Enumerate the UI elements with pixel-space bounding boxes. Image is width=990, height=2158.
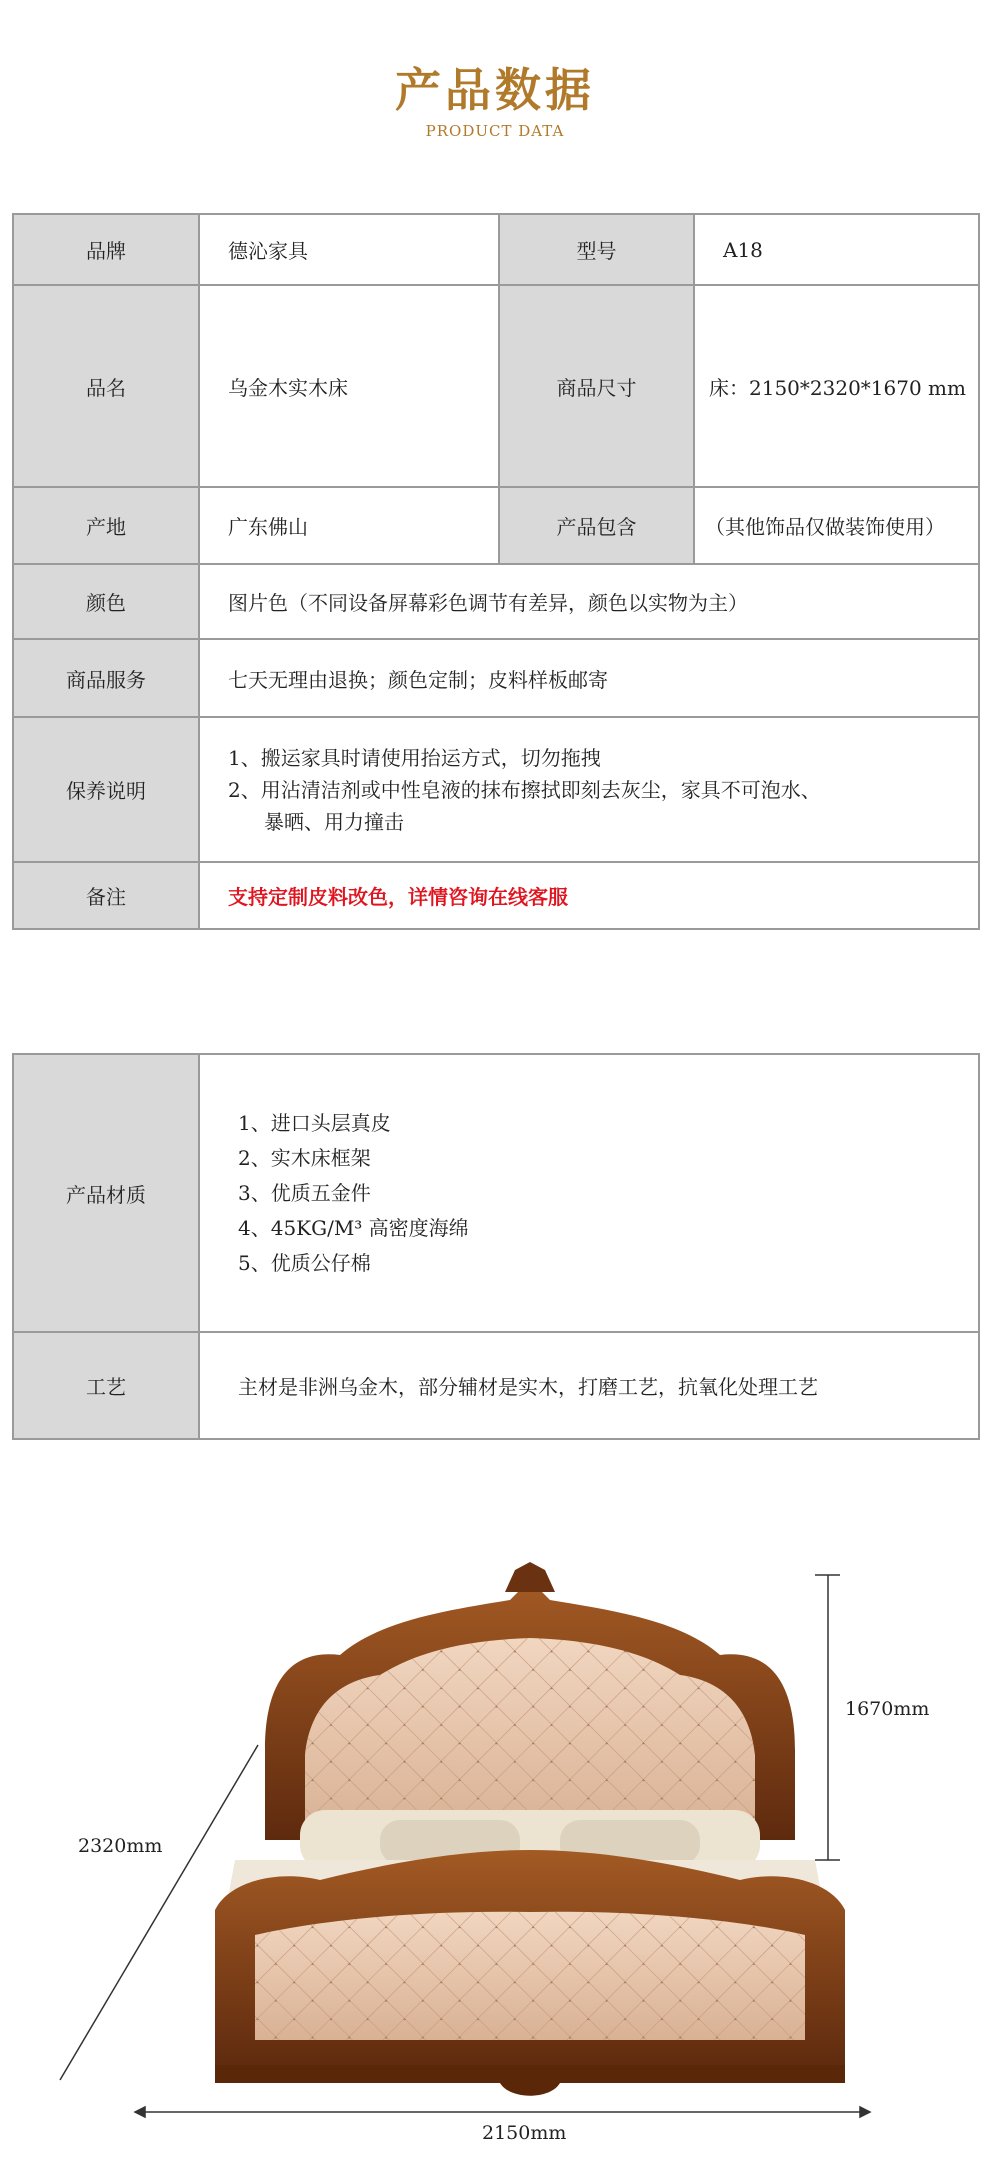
size-label: 商品尺寸 — [499, 285, 694, 487]
footboard — [215, 1850, 845, 2096]
name-label: 品名 — [13, 285, 199, 487]
materials-table — [12, 1053, 980, 1440]
headboard — [265, 1562, 795, 1840]
origin-label: 产地 — [13, 487, 199, 564]
spec-table — [12, 213, 980, 930]
model-value: A18 — [694, 214, 979, 285]
origin-value: 广东佛山 — [199, 487, 499, 564]
list-item: 5、优质公仔棉 — [238, 1250, 371, 1275]
care-line-3: 暴晒、用力撞击 — [264, 809, 404, 834]
service-label: 商品服务 — [13, 639, 199, 717]
materials-value — [199, 1054, 979, 1332]
list-item: 1、进口头层真皮 — [238, 1110, 391, 1135]
name-value: 乌金木实木床 — [199, 285, 499, 487]
service-value: 七天无理由退换；颜色定制；皮料样板邮寄 — [199, 639, 979, 717]
care-line-2: 2、用沾清洁剂或中性皂液的抹布擦拭即刻去灰尘，家具不可泡水、 — [228, 777, 821, 802]
height-dimension: 1670mm — [845, 1698, 930, 1720]
care-value — [199, 717, 979, 862]
model-label: 型号 — [499, 214, 694, 285]
care-label: 保养说明 — [13, 717, 199, 862]
color-value: 图片色（不同设备屏幕彩色调节有差异，颜色以实物为主） — [199, 564, 979, 639]
page-subtitle: PRODUCT DATA — [425, 122, 565, 140]
contents-value: （其他饰品仅做装饰使用） — [694, 487, 979, 564]
list-item: 2、实木床框架 — [238, 1145, 371, 1170]
materials-list — [200, 1106, 978, 1281]
craft-value: 主材是非洲乌金木，部分辅材是实木，打磨工艺，抗氧化处理工艺 — [199, 1332, 979, 1439]
page-header — [0, 60, 990, 140]
color-label: 颜色 — [13, 564, 199, 639]
care-line-1: 1、搬运家具时请使用抬运方式，切勿拖拽 — [228, 745, 601, 770]
table-row — [13, 1054, 979, 1332]
bed-illustration-area — [0, 1540, 990, 2154]
list-item: 4、45KG/M³ 高密度海绵 — [238, 1215, 469, 1240]
page-title: 产品数据 — [395, 63, 595, 117]
contents-label: 产品包含 — [499, 487, 694, 564]
width-dimension: 2150mm — [482, 2122, 567, 2144]
note-value: 支持定制皮料改色，详情咨询在线客服 — [199, 862, 979, 929]
craft-label: 工艺 — [13, 1332, 199, 1439]
list-item: 3、优质五金件 — [238, 1180, 371, 1205]
size-value: 床：2150*2320*1670 mm — [694, 285, 979, 487]
table-row — [13, 639, 979, 717]
table-row — [13, 717, 979, 862]
table-row — [13, 285, 979, 487]
brand-label: 品牌 — [13, 214, 199, 285]
table-row — [13, 1332, 979, 1439]
table-row — [13, 214, 979, 285]
depth-dimension: 2320mm — [78, 1835, 163, 1857]
brand-value: 德沁家具 — [199, 214, 499, 285]
note-label: 备注 — [13, 862, 199, 929]
table-row — [13, 564, 979, 639]
table-row — [13, 487, 979, 564]
materials-label: 产品材质 — [13, 1054, 199, 1332]
table-row — [13, 862, 979, 929]
